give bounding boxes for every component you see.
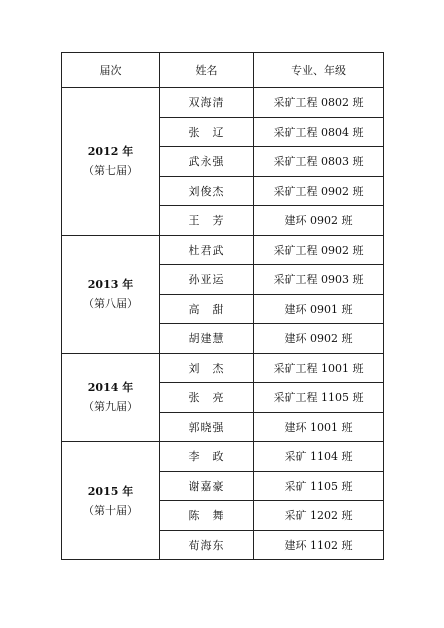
student-major: 采矿工程 0902 班: [254, 235, 384, 265]
student-major: 采矿工程 0902 班: [254, 176, 384, 206]
session-year: 2014 年: [87, 381, 134, 395]
student-name: 陈 舞: [160, 501, 254, 531]
student-name: 高 甜: [160, 294, 254, 324]
student-major: 采矿 1202 班: [254, 501, 384, 531]
session-number: （第九届）: [83, 400, 138, 414]
student-name: 张 亮: [160, 383, 254, 413]
student-name: 胡建慧: [160, 324, 254, 354]
student-major: 采矿工程 0803 班: [254, 147, 384, 177]
student-name: 谢嘉豪: [160, 471, 254, 501]
award-roster-table: [61, 52, 384, 560]
table-row: [62, 88, 384, 118]
table-row: [62, 353, 384, 383]
student-major: 采矿工程 1001 班: [254, 353, 384, 383]
session-number: （第七届）: [83, 164, 138, 178]
student-name: 孙亚运: [160, 265, 254, 295]
session-number: （第十届）: [83, 503, 138, 517]
session-year: 2013 年: [87, 278, 134, 291]
student-major: 采矿工程 0903 班: [254, 265, 384, 295]
session-cell: [62, 442, 160, 560]
student-major: 采矿 1104 班: [254, 442, 384, 472]
student-name: 李 政: [160, 442, 254, 472]
session-year: 2012 年: [87, 145, 134, 159]
student-name: 郭晓强: [160, 412, 254, 442]
header-session: 届次: [62, 53, 160, 88]
student-name: 武永强: [160, 147, 254, 177]
header-name: 姓名: [160, 53, 254, 88]
student-major: 建环 1102 班: [254, 530, 384, 560]
header-row: [62, 53, 384, 88]
student-name: 杜君武: [160, 235, 254, 265]
session-cell: [62, 235, 160, 353]
student-name: 王 芳: [160, 206, 254, 236]
student-name: 双海清: [160, 88, 254, 118]
table-body: [62, 88, 384, 560]
session-year: 2015 年: [87, 484, 134, 498]
student-major: 采矿工程 0802 班: [254, 88, 384, 118]
student-major: 建环 0902 班: [254, 206, 384, 236]
student-major: 采矿工程 0804 班: [254, 117, 384, 147]
student-major: 建环 1001 班: [254, 412, 384, 442]
student-name: 刘 杰: [160, 353, 254, 383]
student-major: 采矿工程 1105 班: [254, 383, 384, 413]
student-name: 刘俊杰: [160, 176, 254, 206]
student-major: 建环 0901 班: [254, 294, 384, 324]
header-major: 专业、年级: [254, 53, 384, 88]
student-name: 荀海东: [160, 530, 254, 560]
student-major: 采矿 1105 班: [254, 471, 384, 501]
table-header: [62, 53, 384, 88]
session-cell: [62, 353, 160, 442]
session-number: （第八届）: [83, 297, 138, 310]
session-cell: [62, 88, 160, 236]
table-row: [62, 442, 384, 472]
table-row: [62, 235, 384, 265]
student-major: 建环 0902 班: [254, 324, 384, 354]
student-name: 张 辽: [160, 117, 254, 147]
